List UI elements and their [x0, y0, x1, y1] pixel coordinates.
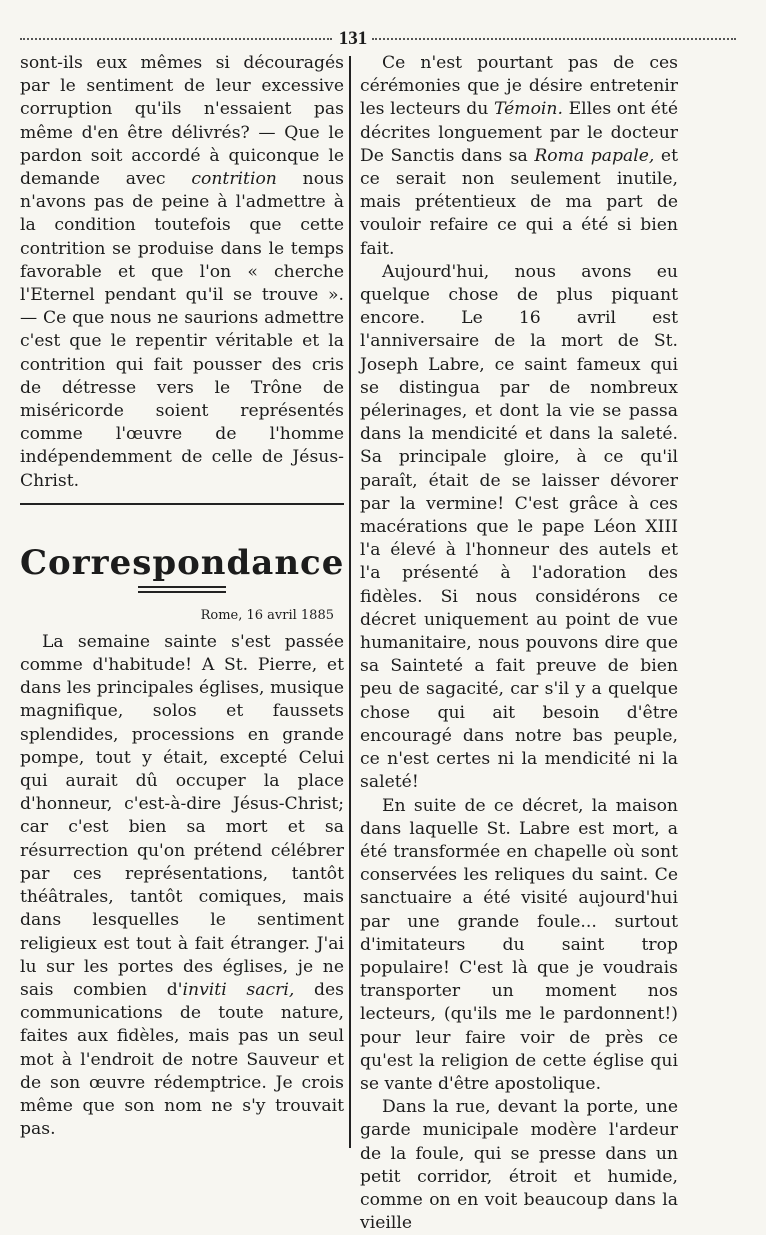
- paragraph: Dans la rue, devant la porte, une garde municipale modère l'ardeur de la foule, qui se presse dans un petit corridor, étroit et humide, comme on en voit beaucoup dans la vieille: [360, 1097, 678, 1234]
- right-column: [360, 52, 678, 1235]
- paragraph: sont-ils eux mêmes si découragés par le sentiment de leur excessive corruption qu'ils n'essaient pas même d'en être délivrés? — Que le pardon soit accordé à quiconque le demande avec contrition nous n'avons pas de peine à l'admettre à la condition toutefois que cette contrition se produise dans le temps favorable et que l'on « cherche l'Eternel pendant qu'il se trouve ». — Ce que nous ne saurions admettre c'est que le repentir véritable et la contrition qui fait pousser des cris de détresse vers le Trône de miséricorde soient représentés comme l'œuvre de l'homme indépendemment de celle de Jésus-Christ.: [20, 53, 344, 491]
- left-column: [20, 52, 344, 1141]
- section-title: Correspondance: [20, 542, 345, 583]
- section-divider: [20, 503, 344, 505]
- paragraph: Ce n'est pourtant pas de ces cérémonies que je désire entretenir les lecteurs du Témoin. Elles ont été décrites longuement par le docteur De Sanctis dans sa Roma papale, et ce serait non seulement inutile, mais prétentieux de ma part de vouloir refaire ce qui a été si bien fait.: [360, 53, 679, 259]
- title-ornament: [138, 586, 226, 593]
- page-header: [20, 28, 736, 50]
- paragraph: Aujourd'hui, nous avons eu quelque chose de plus piquant encore. Le 16 avril est l'anniversaire de la mort de St. Joseph Labre, ce saint fameux qui se distingua par de nombreux pélerinages, et dont la vie se passa dans la mendicité et dans la saleté. Sa principale gloire, à ce qu'il paraît, était de se laisser dévorer par la vermine! C'est grâce à ces macérations que le pape Léon XIII l'a élevé à l'honneur des autels et l'a présenté à l'adoration des fidèles. Si nous considérons ce décret uniquement au point de vue humanitaire, nous pouvons dire que sa Sainteté a fait preuve de bien peu de sagacité, car s'il y a quelque chose qui ait besoin d'être encouragé dans notre bas peuple, ce n'est certes ni la mendicité ni la saleté!: [360, 261, 678, 793]
- header-rule-left: [20, 38, 332, 40]
- column-divider: [349, 56, 351, 1148]
- paragraph: La semaine sainte s'est passée comme d'habitude! A St. Pierre, et dans les principales églises, musique magnifique, solos et faussets splendides, processions en grande pompe, tout y était, excepté Celui qui aurait dû occuper la place d'honneur, c'est-à-dire Jésus-Christ; car c'est bien sa mort et sa résurrection qu'on prétend célébrer par ces représentations, tantôt théâtrales, tantôt comiques, mais dans lesquelles le sentiment religieux est tout à fait étranger. J'ai lu sur les portes des églises, je ne sais combien d'inviti sacri, des communications de toute nature, faites aux fidèles, mais pas un seul mot à l'endroit de notre Sauveur et de son œuvre rédemptrice. Je crois même que son nom ne s'y trouvait pas.: [20, 631, 344, 1140]
- dateline: Rome, 16 avril 1885: [200, 607, 334, 623]
- paragraph: En suite de ce décret, la maison dans laquelle St. Labre est mort, a été transformée en chapelle où sont conservées les reliques du saint. Ce sanctuaire a été visité aujourd'hui par une grande foule... surtout d'imitateurs du saint trop populaire! C'est là que je voudrais transporter un moment nos lecteurs, (qu'ils me le pardonnent!) pour leur faire voir de près ce qu'est la religion de cette église qui se vante d'être apostolique.: [360, 795, 678, 1094]
- page-number: 131: [338, 28, 368, 49]
- header-rule-right: [372, 38, 736, 40]
